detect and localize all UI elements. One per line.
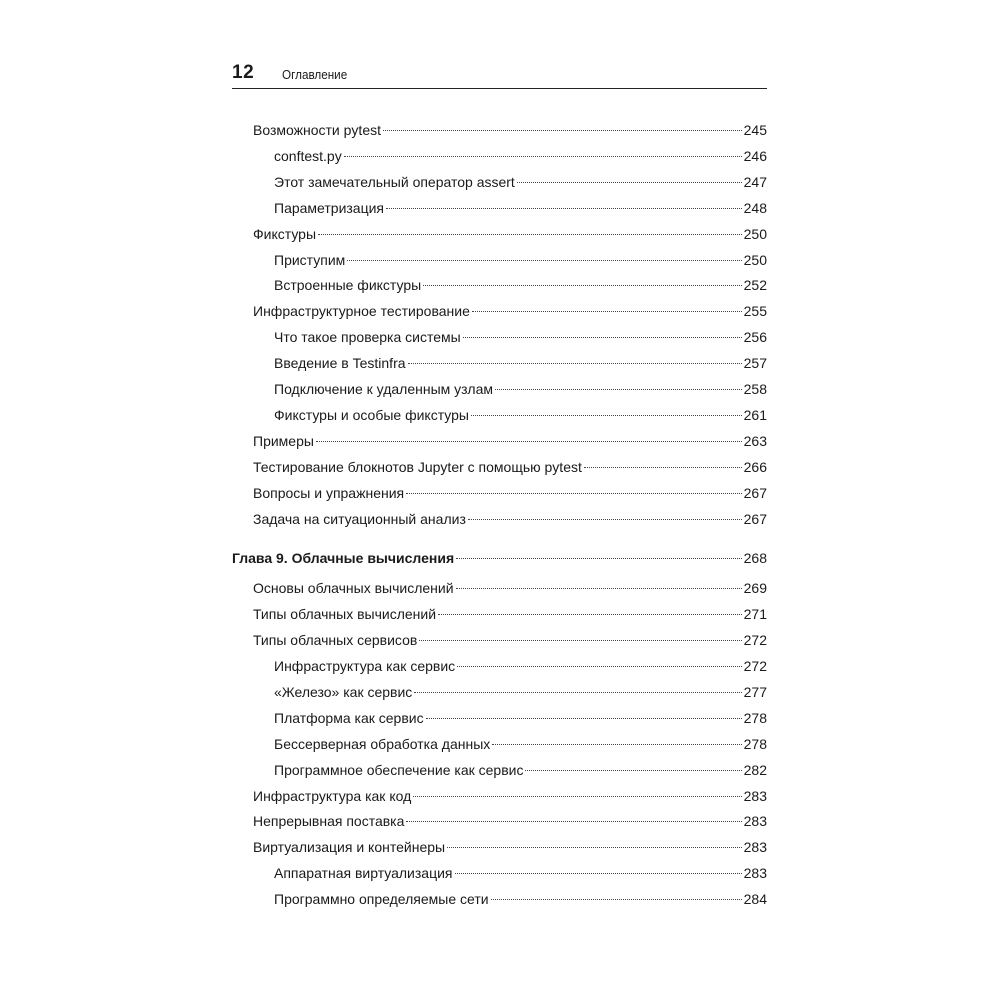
toc-entry-page: 257 — [743, 355, 767, 372]
toc-entry-page: 258 — [743, 381, 767, 397]
toc-entry-page: 269 — [743, 580, 767, 597]
toc-entry-title: Основы облачных вычислений — [253, 580, 454, 597]
toc-entry-page: 246 — [743, 147, 767, 164]
toc-entry-title: Платформа как сервис — [274, 709, 424, 726]
page-number: 12 — [232, 62, 255, 83]
toc-entry-title: Типы облачных вычислений — [253, 606, 437, 623]
toc-entry — [232, 760, 767, 780]
toc-entry-page: 247 — [743, 173, 767, 190]
toc-dot-leader — [426, 718, 742, 719]
toc-entry-page: 272 — [743, 658, 767, 674]
toc-dot-leader — [408, 363, 742, 364]
toc-entry-title: Что такое проверка системы — [274, 329, 461, 346]
toc-entry — [232, 656, 767, 676]
page-header — [232, 60, 767, 89]
toc-dot-leader — [316, 441, 742, 442]
toc-dot-leader — [406, 821, 741, 822]
toc-entry-page: 256 — [743, 329, 767, 346]
toc-entry-page: 250 — [743, 225, 767, 242]
toc-entry — [232, 708, 767, 728]
toc-entry — [232, 275, 767, 295]
toc-entry-title: conftest.py — [274, 147, 342, 164]
toc-entry — [232, 578, 767, 598]
toc-entry — [232, 379, 767, 399]
toc-entry-page: 271 — [743, 606, 767, 623]
toc-entry — [232, 863, 767, 883]
toc-entry-title: Приступим — [274, 251, 346, 268]
toc-chapter-entry — [232, 548, 767, 568]
toc-entry-page: 272 — [743, 632, 767, 649]
toc-dot-leader — [383, 130, 742, 131]
toc-entry-title: Бессерверная обработка данных — [274, 735, 491, 752]
toc-entry-title: Вопросы и упражнения — [253, 484, 405, 501]
toc-entry-title: Подключение к удаленным узлам — [274, 381, 494, 397]
toc-entry — [232, 630, 767, 650]
toc-entry-title: Задача на ситуационный анализ — [253, 510, 466, 527]
toc-entry-page: 250 — [743, 251, 767, 268]
toc-entry-title: Параметризация — [274, 199, 385, 216]
toc-entry — [232, 327, 767, 347]
toc-entry-page: 283 — [743, 839, 767, 856]
toc-entry — [232, 457, 767, 477]
toc-dot-leader — [413, 796, 741, 797]
toc-entry-page: 252 — [743, 277, 767, 294]
toc-dot-leader — [419, 640, 741, 641]
toc-dot-leader — [525, 770, 741, 771]
toc-dot-leader — [491, 899, 742, 900]
toc-entry-page: 277 — [743, 683, 767, 700]
toc-entry — [232, 224, 767, 244]
toc-dot-leader — [472, 311, 742, 312]
toc-entry-page: 284 — [743, 891, 767, 908]
toc-dot-leader — [471, 415, 742, 416]
toc-entry — [232, 734, 767, 754]
toc-entry — [232, 786, 767, 806]
toc-dot-leader — [347, 260, 741, 261]
toc-dot-leader — [386, 208, 742, 209]
toc-dot-leader — [495, 389, 742, 390]
toc-entry-page: 266 — [743, 458, 767, 475]
toc-entry-title: Инфраструктура как код — [253, 787, 412, 804]
toc-dot-leader — [457, 666, 741, 667]
toc-dot-leader — [318, 234, 742, 235]
toc-dot-leader — [414, 692, 741, 693]
toc-entry-page: 267 — [743, 510, 767, 527]
toc-dot-leader — [584, 467, 742, 468]
toc-entry-page: 261 — [743, 406, 767, 423]
toc-entry-title: Фикстуры и особые фикстуры — [274, 406, 469, 423]
toc-entry-page: 245 — [743, 122, 767, 138]
toc-dot-leader — [517, 182, 742, 183]
running-title: Оглавление — [282, 67, 348, 82]
toc-entry-title: Аппаратная виртуализация — [274, 865, 453, 882]
toc-entry-title: Фикстуры — [253, 225, 317, 242]
toc-entry — [232, 146, 767, 166]
toc-entry — [232, 509, 767, 529]
toc-entry-page: 283 — [743, 787, 767, 804]
toc-entry-page: 278 — [743, 735, 767, 752]
toc-entry-page: 283 — [743, 865, 767, 882]
toc-entry-title: Программное обеспечение как сервис — [274, 761, 524, 778]
toc-entry-page: 278 — [743, 709, 767, 726]
toc-entry-title: «Железо» как сервис — [274, 683, 413, 700]
toc-entry-title: Тестирование блокнотов Jupyter с помощью pytest — [253, 458, 582, 475]
toc-dot-leader — [455, 873, 742, 874]
toc-entry-title: Возможности pytest — [253, 122, 381, 138]
toc-entry — [232, 811, 767, 831]
toc-entry-page: 267 — [743, 484, 767, 501]
toc-entry — [232, 172, 767, 192]
toc-dot-leader — [492, 744, 741, 745]
toc-dot-leader — [423, 285, 741, 286]
toc-entry — [232, 837, 767, 857]
toc-entry-title: Инфраструктура как сервис — [274, 658, 456, 674]
toc-entry-title: Виртуализация и контейнеры — [253, 839, 446, 856]
toc-entry-page: 263 — [743, 432, 767, 449]
toc-entry-page: 255 — [743, 303, 767, 320]
toc-entry-title: Инфраструктурное тестирование — [253, 303, 470, 320]
toc-dot-leader — [447, 847, 742, 848]
toc-dot-leader — [456, 588, 742, 589]
toc-entry-title: Примеры — [253, 432, 314, 449]
toc-entry-title: Программно определяемые сети — [274, 891, 489, 908]
toc-entry — [232, 682, 767, 702]
toc-entry-page: 268 — [743, 550, 767, 567]
toc-entry-title: Типы облачных сервисов — [253, 632, 418, 649]
toc-entry — [232, 301, 767, 321]
toc-entry-title: Этот замечательный оператор assert — [274, 173, 515, 190]
toc-entry-title: Глава 9. Облачные вычисления — [232, 550, 455, 567]
toc-dot-leader — [344, 156, 742, 157]
toc-entry — [232, 405, 767, 425]
toc-entry-page: 248 — [743, 199, 767, 216]
toc-entry — [232, 604, 767, 624]
toc-entry — [232, 431, 767, 451]
toc-entry — [232, 250, 767, 270]
toc-entry-page: 283 — [743, 813, 767, 830]
toc-entry — [232, 889, 767, 909]
toc-dot-leader — [438, 614, 742, 615]
toc-entry — [232, 120, 767, 140]
toc-dot-leader — [468, 519, 742, 520]
toc-entry-title: Непрерывная поставка — [253, 813, 405, 830]
toc-entry-title: Встроенные фикстуры — [274, 277, 422, 294]
toc-dot-leader — [456, 558, 742, 559]
toc-entry-page: 282 — [743, 761, 767, 778]
toc-entry — [232, 483, 767, 503]
toc-entry — [232, 353, 767, 373]
toc-entry-title: Введение в Testinfra — [274, 355, 406, 372]
toc-dot-leader — [463, 337, 742, 338]
toc-dot-leader — [406, 493, 742, 494]
toc-entry — [232, 198, 767, 218]
